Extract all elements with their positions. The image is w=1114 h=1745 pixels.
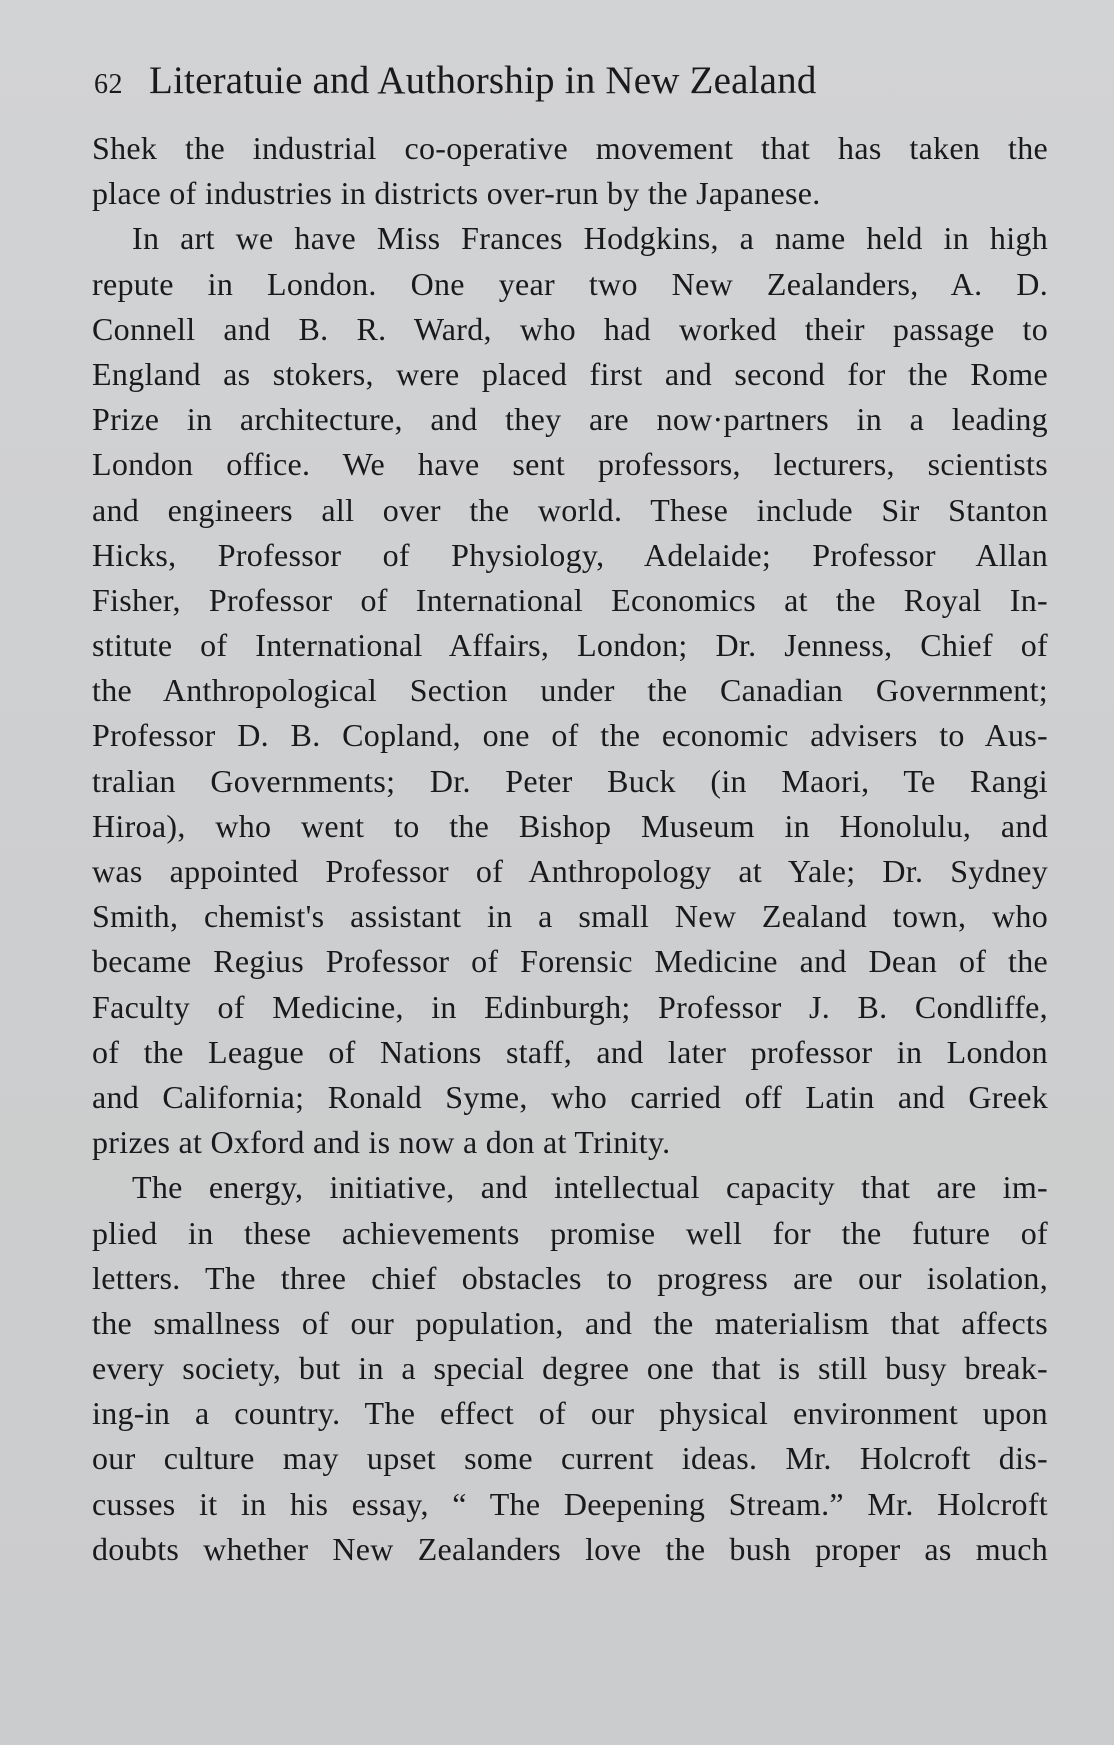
text-line: and California; Ronald Syme, who carried off Latin and Greek: [92, 1078, 1048, 1115]
body-text: [92, 126, 1048, 1572]
text-line: prizes at Oxford and is now a don at Trinity.: [92, 1124, 671, 1161]
text-line: stitute of International Affairs, London; Dr. Jenness, Chief of: [92, 627, 1048, 664]
text-line: London office. We have sent professors, lecturers, scientists: [92, 446, 1048, 483]
text-line: England as stokers, were placed first and second for the Rome: [92, 355, 1048, 392]
text-line: Prize in architecture, and they are now·partners in a leading: [92, 401, 1048, 438]
text-line: letters. The three chief obstacles to progress are our isolation,: [92, 1259, 1048, 1296]
text-line: every society, but in a special degree one that is still busy break-: [92, 1350, 1048, 1387]
text-line: Hicks, Professor of Physiology, Adelaide; Professor Allan: [92, 536, 1048, 573]
text-line: Smith, chemist's assistant in a small New Zealand town, who: [92, 898, 1048, 935]
text-line: repute in London. One year two New Zealanders, A. D.: [92, 265, 1048, 302]
text-line: place of industries in districts over-run by the Japanese.: [92, 175, 821, 212]
text-line: Hiroa), who went to the Bishop Museum in Honolulu, and: [92, 807, 1048, 844]
text-line: plied in these achievements promise well for the future of: [92, 1214, 1048, 1251]
text-line: Fisher, Professor of International Economics at the Royal In-: [92, 581, 1048, 618]
page-header: [94, 58, 1054, 110]
text-line: became Regius Professor of Forensic Medicine and Dean of the: [92, 943, 1048, 980]
text-line: was appointed Professor of Anthropology at Yale; Dr. Sydney: [92, 853, 1048, 889]
text-line: Connell and B. R. Ward, who had worked their passage to: [92, 310, 1048, 347]
text-line: the smallness of our population, and the materialism that affects: [92, 1304, 1048, 1341]
text-line: of the League of Nations staff, and later professor in London: [92, 1033, 1048, 1070]
text-line: doubts whether New Zealanders love the bush proper as much: [92, 1530, 1048, 1567]
text-line: the Anthropological Section under the Canadian Government;: [92, 672, 1048, 709]
text-line: In art we have Miss Frances Hodgkins, a name held in high: [132, 220, 1048, 257]
running-title: Literatuie and Authorship in New Zealand: [149, 59, 817, 102]
text-line: The energy, initiative, and intellectual capacity that are im-: [132, 1169, 1048, 1206]
page-number: 62: [94, 69, 123, 100]
text-line: and engineers all over the world. These include Sir Stanton: [92, 491, 1048, 528]
text-line: Shek the industrial co-operative movement that has taken the: [92, 130, 1048, 166]
text-line: tralian Governments; Dr. Peter Buck (in Maori, Te Rangi: [92, 762, 1048, 799]
text-line: our culture may upset some current ideas. Mr. Holcroft dis-: [92, 1440, 1048, 1477]
text-line: Professor D. B. Copland, one of the economic advisers to Aus-: [92, 717, 1048, 754]
text-line: cusses it in his essay, “ The Deepening Stream.” Mr. Holcroft: [92, 1485, 1048, 1522]
text-line: ing-in a country. The effect of our physical environment upon: [92, 1395, 1048, 1432]
text-line: Faculty of Medicine, in Edinburgh; Professor J. B. Condliffe,: [92, 988, 1048, 1025]
